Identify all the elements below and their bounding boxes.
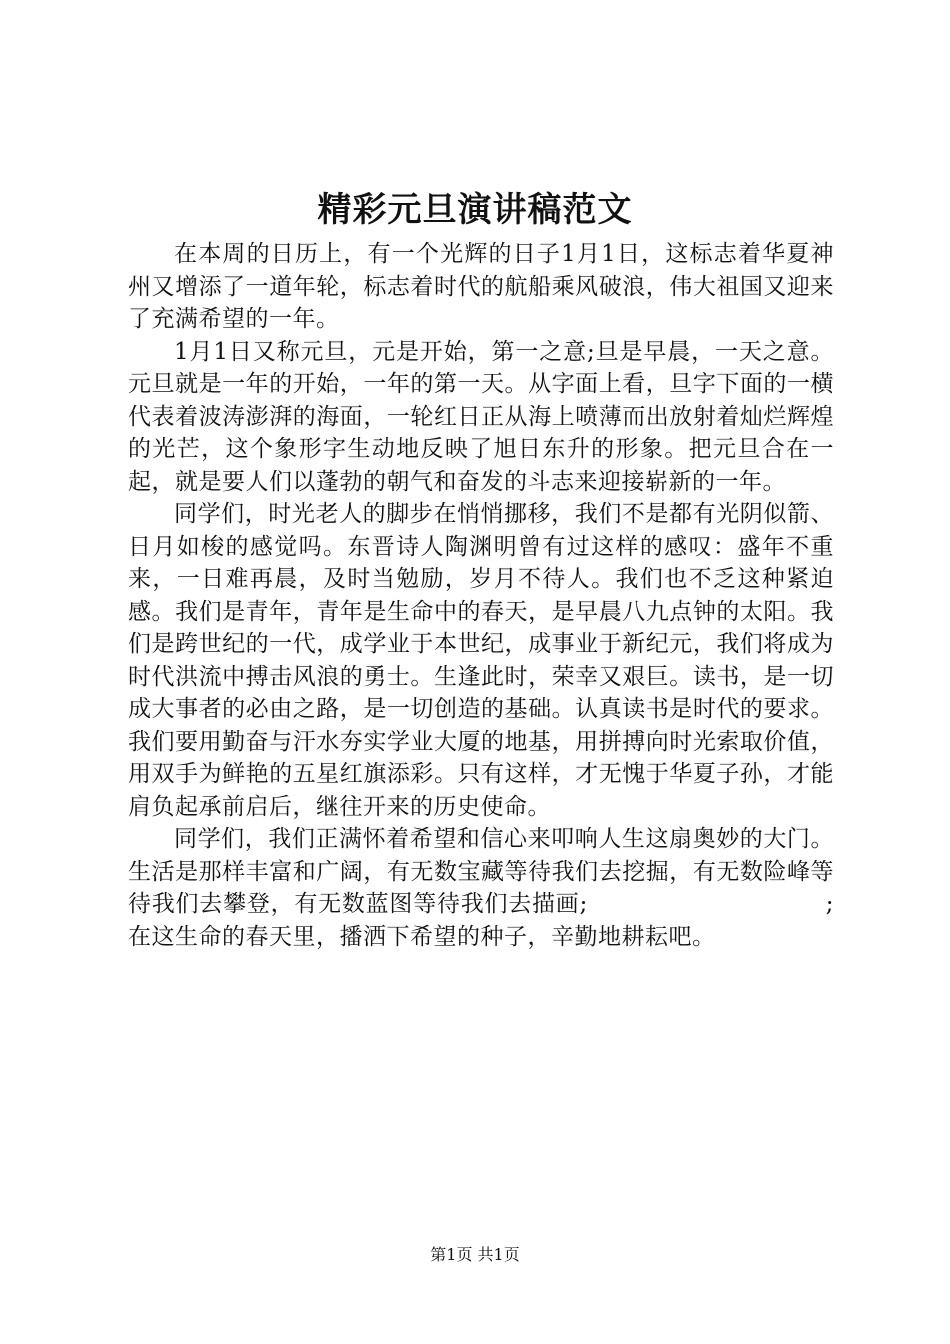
paragraph-1: 在本周的日历上，有一个光辉的日子1月1日，这标志着华夏神州又增添了一道年轮，标志着时代的航船乘风破浪，伟大祖国又迎来了充满希望的一年。 — [128, 241, 834, 332]
paragraph-3: 同学们，时光老人的脚步在悄悄挪移，我们不是都有光阴似箭、日月如梭的感觉吗。东晋诗人陶渊明曾有过这样的感叹：盛年不重来，一日难再晨，及时当勉励，岁月不待人。我们也不乏这种紧迫感。我们是青年，青年是生命中的春天，是早晨八九点钟的太阳。我们是跨世纪的一代，成学业于本世纪，成事业于新纪元，我们将成为时代洪流中搏击风浪的勇士。生逢此时，荣幸又艰巨。读书，是一切成大事者的必由之路，是一切创造的基础。认真读书是时代的要求。我们要用勤奋与汗水夯实学业大厦的地基，用拼搏向时光索取价值，用双手为鲜艳的五星红旗添彩。只有这样，才无愧于华夏子孙，才能肩负起承前启后，继往开来的历史使命。 — [128, 501, 834, 820]
page-footer: 第1页 共1页 — [430, 1245, 520, 1264]
document-body — [128, 238, 834, 953]
paragraph-2: 1月1日又称元旦，元是开始，第一之意;旦是早晨，一天之意。元旦就是一年的开始，一年的第一天。从字面上看，旦字下面的一横代表着波涛澎湃的海面，一轮红日正从海上喷薄而出放射着灿烂辉煌的光芒，这个象形字生动地反映了旭日东升的形象。把元旦合在一起，就是要人们以蓬勃的朝气和奋发的斗志来迎接崭新的一年。 — [128, 338, 834, 495]
document-title: 精彩元旦演讲稿范文 — [317, 190, 633, 230]
paragraph-4: 同学们，我们正满怀着希望和信心来叩响人生这扇奥妙的大门。生活是那样丰富和广阔，有无数宝藏等待我们去挖掘，有无数险峰等待我们去攀登，有无数蓝图等待我们去描画; ;在这生命的春天里，播洒下希望的种子，辛勤地耕耘吧。 — [128, 826, 834, 950]
